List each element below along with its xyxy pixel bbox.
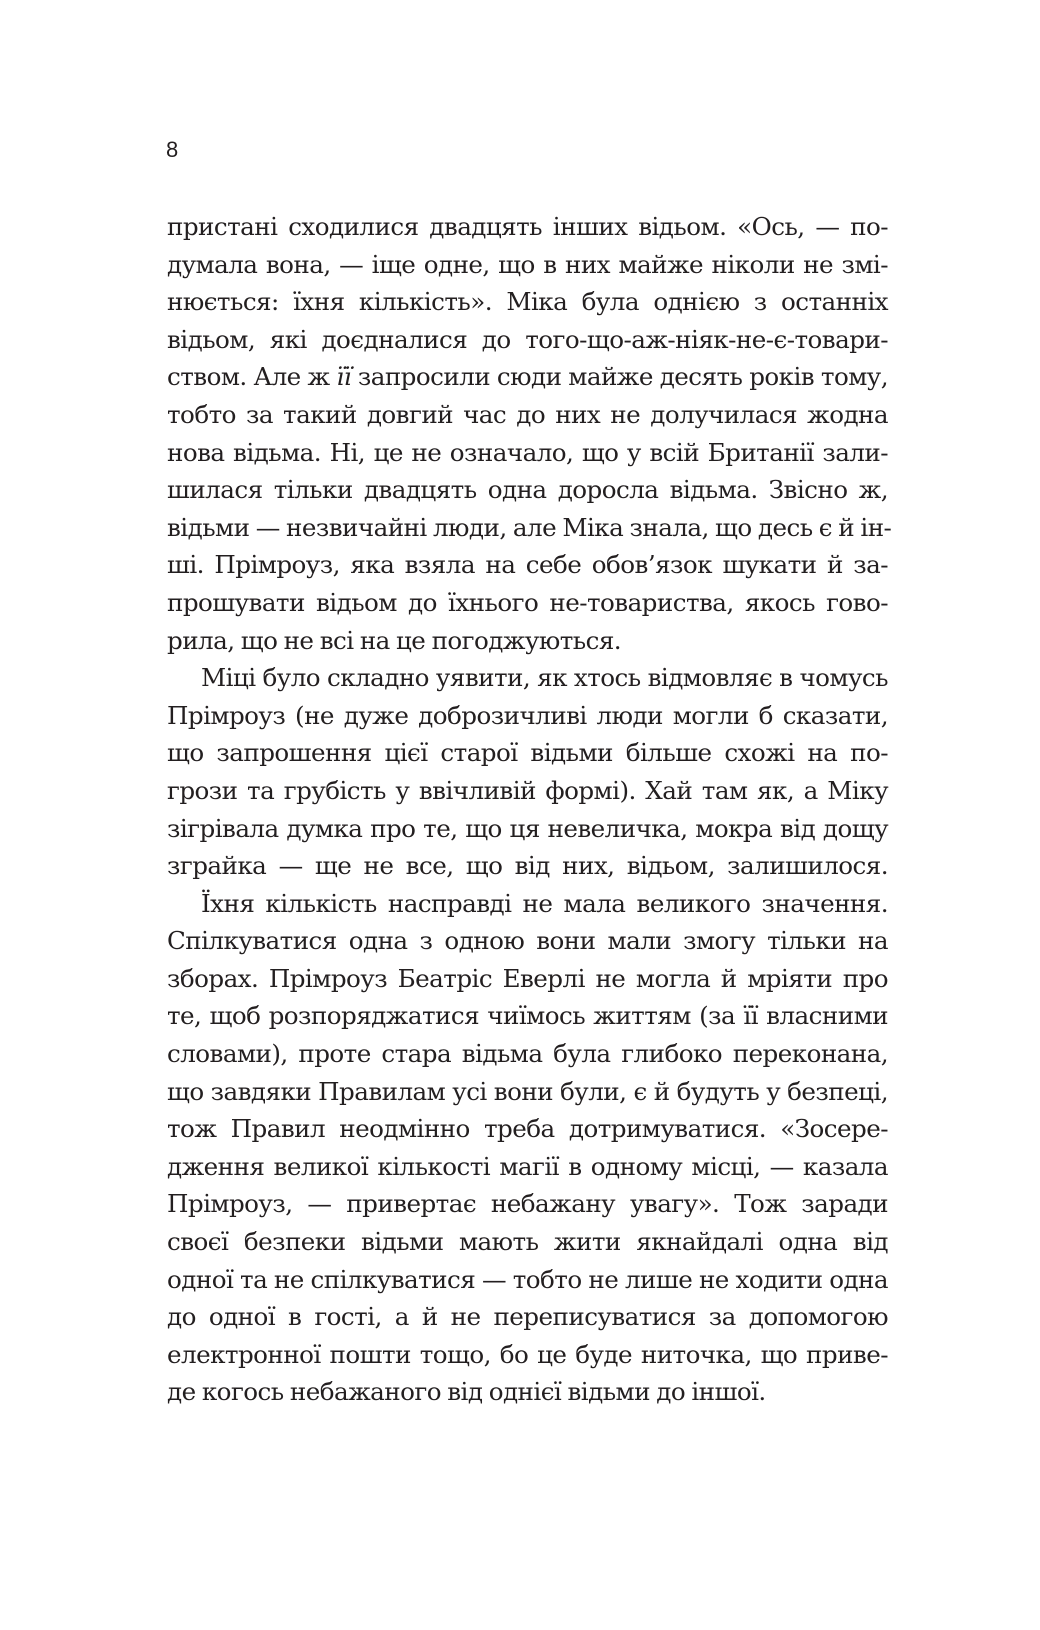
text-line: Прімроуз (не дуже доброзичливі люди могли б сказати,	[167, 700, 888, 730]
text-segment: ством. Але ж	[167, 362, 337, 392]
text-line: прошувати відьом до їхнього не-товариства, якось гово-	[167, 587, 888, 617]
text-line: словами), проте стара відьма була глибоко переконана,	[167, 1039, 888, 1069]
text-line: пристані сходилися двадцять інших відьом. «Ось, — по-	[167, 212, 888, 241]
text-line: нова відьма. Ні, це не означало, що у всій Британії зали-	[167, 437, 888, 467]
text-line: рила, що не всі на це погоджуються.	[167, 625, 622, 655]
text-line: відьми — незвичайні люди, але Міка знала, що десь є й ін-	[167, 512, 892, 542]
text-line: тобто за такий довгий час до них не долучилася жодна	[167, 399, 888, 429]
text-line: де когось небажаного від однієї відьми до іншої.	[167, 1377, 766, 1407]
text-line: дження великої кількості магії в одному місці, — казала	[167, 1151, 888, 1181]
text-line: зграйка — ще не все, що від них, відьом, залишилося.	[167, 851, 888, 881]
emphasized-word: її	[336, 362, 352, 392]
text-line	[167, 358, 888, 396]
text-line: Прімроуз, — привертає небажану увагу». Тож заради	[167, 1189, 888, 1219]
text-line: шилася тільки двадцять одна доросла відьма. Звісно ж,	[167, 475, 888, 505]
text-line: Міці було складно уявити, як хтось відмовляє в чомусь	[201, 663, 888, 693]
text-line: ші. Прімроуз, яка взяла на себе обов’язок шукати й за-	[167, 550, 888, 580]
text-line: Спілкуватися одна з одною вони мали змогу тільки на	[167, 926, 888, 956]
text-line: до одної в гості, а й не переписуватися за допомогою	[167, 1302, 888, 1332]
page-number: 8	[166, 137, 179, 162]
text-line: своєї безпеки відьми мають жити якнайдалі одна від	[167, 1227, 888, 1257]
text-segment: запросили сюди майже десять років тому,	[351, 362, 888, 392]
text-line: тож Правил неодмінно треба дотримуватися. «Зосере-	[167, 1114, 888, 1144]
text-line: те, щоб розпоряджатися чиїмось життям (за її власними	[167, 1001, 888, 1031]
text-line: що запрошення цієї старої відьми більше схожі на по-	[167, 738, 888, 768]
text-line: думала вона, — іще одне, що в них майже ніколи не змі-	[167, 249, 888, 279]
text-line: Їхня кількість насправді не мала великого значення.	[201, 888, 888, 918]
text-line: що завдяки Правилам усі вони були, є й будуть у безпеці,	[167, 1076, 888, 1106]
body-text	[167, 208, 892, 1411]
text-line: відьом, які доєдналися до того-що-аж-ніяк-не-є-товари-	[167, 324, 888, 354]
text-line: зігрівала думка про те, що ця невеличка, мокра від дощу	[167, 813, 888, 843]
text-line: зборах. Прімроуз Беатріс Еверлі не могла й мріяти про	[167, 963, 888, 993]
text-line: нюється: їхня кількість». Міка була однією з останніх	[167, 287, 888, 317]
text-line: одної та не спілкуватися — тобто не лише не ходити одна	[167, 1264, 888, 1294]
text-line: грози та грубість у ввічливій формі). Хай там як, а Міку	[167, 775, 888, 805]
text-line: електронної пошти тощо, бо це буде ниточка, що приве-	[167, 1339, 888, 1369]
